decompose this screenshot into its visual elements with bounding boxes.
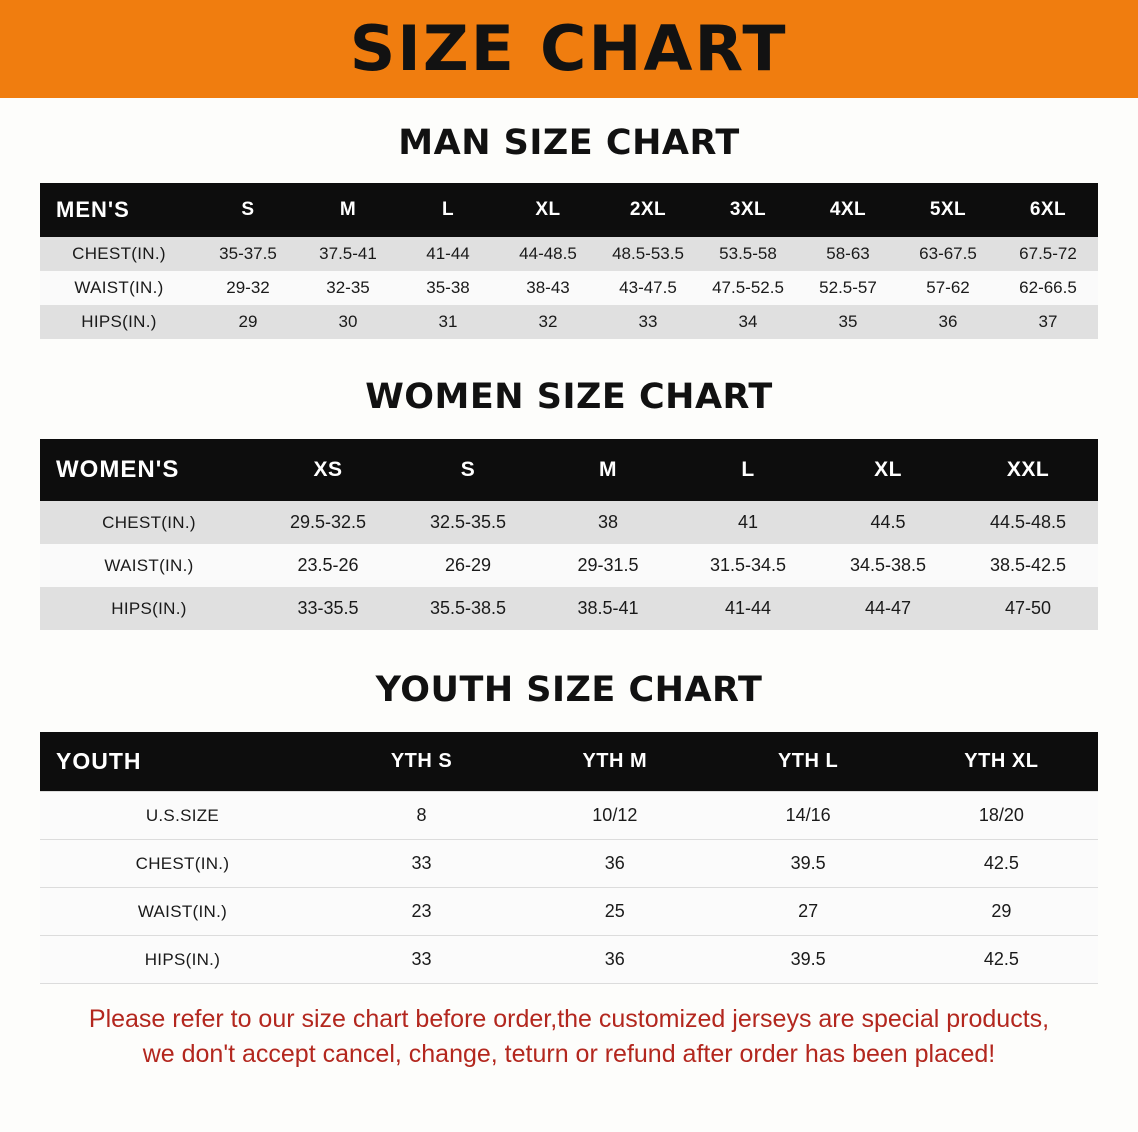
men-row-1-cell-1: 32-35: [298, 271, 398, 305]
table-row: [40, 587, 1098, 630]
table-row: [40, 936, 1098, 984]
disclaimer-line-2: we don't accept cancel, change, teturn or refund after order has been placed!: [142, 1039, 996, 1068]
women-size-table: [40, 439, 1098, 630]
men-header-cell-1: S: [198, 183, 298, 237]
youth-row-1-cell-3: 42.5: [905, 840, 1098, 888]
women-row-1-cell-5: 38.5-42.5: [958, 544, 1098, 587]
table-row: [40, 305, 1098, 339]
men-header-cell-2: M: [298, 183, 398, 237]
women-header-cell-5: XL: [818, 439, 958, 501]
men-row-2-cell-2: 31: [398, 305, 498, 339]
women-row-2-cell-3: 41-44: [678, 587, 818, 630]
table-row: [40, 501, 1098, 544]
men-header-cell-0: MEN'S: [40, 183, 198, 237]
men-row-1-cell-5: 47.5-52.5: [698, 271, 798, 305]
women-row-2-cell-5: 47-50: [958, 587, 1098, 630]
men-row-2-cell-6: 35: [798, 305, 898, 339]
men-row-0-cell-6: 58-63: [798, 237, 898, 271]
youth-header-cell-0: YOUTH: [40, 732, 325, 792]
youth-row-1-label: CHEST(IN.): [40, 840, 325, 888]
youth-section-title: YOUTH SIZE CHART: [375, 670, 763, 710]
women-row-1-cell-1: 26-29: [398, 544, 538, 587]
women-row-1-cell-2: 29-31.5: [538, 544, 678, 587]
youth-header-cell-1: YTH S: [325, 732, 518, 792]
youth-row-3-cell-1: 36: [518, 936, 711, 984]
men-row-1-cell-0: 29-32: [198, 271, 298, 305]
women-header-cell-1: XS: [258, 439, 398, 501]
men-row-2-cell-5: 34: [698, 305, 798, 339]
women-row-1-cell-0: 23.5-26: [258, 544, 398, 587]
men-row-2-cell-7: 36: [898, 305, 998, 339]
women-header-cell-2: S: [398, 439, 538, 501]
man-section-title: MAN SIZE CHART: [398, 123, 740, 163]
table-row: [40, 792, 1098, 840]
youth-row-1-cell-1: 36: [518, 840, 711, 888]
men-size-table: [40, 183, 1098, 339]
table-row: [40, 237, 1098, 271]
banner: [0, 0, 1138, 98]
men-row-0-cell-1: 37.5-41: [298, 237, 398, 271]
men-table-wrapper: [0, 183, 1138, 339]
women-row-0-label: CHEST(IN.): [40, 501, 258, 544]
youth-header-cell-3: YTH L: [711, 732, 904, 792]
men-row-0-cell-7: 63-67.5: [898, 237, 998, 271]
men-header-cell-4: XL: [498, 183, 598, 237]
men-row-0-cell-2: 41-44: [398, 237, 498, 271]
men-row-0-cell-3: 44-48.5: [498, 237, 598, 271]
women-row-1-cell-4: 34.5-38.5: [818, 544, 958, 587]
youth-row-2-label: WAIST(IN.): [40, 888, 325, 936]
youth-row-2-cell-3: 29: [905, 888, 1098, 936]
women-header-cell-3: M: [538, 439, 678, 501]
youth-row-0-cell-3: 18/20: [905, 792, 1098, 840]
men-row-2-cell-4: 33: [598, 305, 698, 339]
women-row-2-cell-4: 44-47: [818, 587, 958, 630]
youth-row-0-cell-2: 14/16: [711, 792, 904, 840]
youth-table-wrapper: [0, 732, 1138, 984]
men-header-cell-9: 6XL: [998, 183, 1098, 237]
men-row-0-cell-8: 67.5-72: [998, 237, 1098, 271]
women-header-cell-0: WOMEN'S: [40, 439, 258, 501]
youth-row-1-cell-2: 39.5: [711, 840, 904, 888]
women-row-0-cell-3: 41: [678, 501, 818, 544]
men-header-cell-6: 3XL: [698, 183, 798, 237]
banner-title: SIZE CHART: [350, 12, 788, 85]
table-row: [40, 271, 1098, 305]
youth-row-3-cell-0: 33: [325, 936, 518, 984]
men-row-2-cell-3: 32: [498, 305, 598, 339]
women-section-title: WOMEN SIZE CHART: [365, 377, 773, 417]
women-header-cell-4: L: [678, 439, 818, 501]
disclaimer-line-1: Please refer to our size chart before order,the customized jerseys are special products,: [88, 1005, 1050, 1033]
women-header-cell-6: XXL: [958, 439, 1098, 501]
youth-size-table: [40, 732, 1098, 984]
women-row-2-label: HIPS(IN.): [40, 587, 258, 630]
men-row-1-cell-6: 52.5-57: [798, 271, 898, 305]
youth-row-2-cell-1: 25: [518, 888, 711, 936]
disclaimer-note: [0, 984, 1138, 1071]
men-header-cell-5: 2XL: [598, 183, 698, 237]
table-row: [40, 544, 1098, 587]
youth-row-0-cell-0: 8: [325, 792, 518, 840]
men-row-2-label: HIPS(IN.): [40, 305, 198, 339]
men-row-2-cell-1: 30: [298, 305, 398, 339]
men-row-0-label: CHEST(IN.): [40, 237, 198, 271]
women-row-0-cell-1: 32.5-35.5: [398, 501, 538, 544]
table-row: [40, 888, 1098, 936]
men-row-1-cell-8: 62-66.5: [998, 271, 1098, 305]
women-table-header-row: [40, 439, 1098, 501]
men-header-cell-8: 5XL: [898, 183, 998, 237]
women-table-wrapper: [0, 439, 1138, 630]
youth-row-3-cell-3: 42.5: [905, 936, 1098, 984]
men-row-1-cell-2: 35-38: [398, 271, 498, 305]
youth-row-1-cell-0: 33: [325, 840, 518, 888]
men-row-1-cell-4: 43-47.5: [598, 271, 698, 305]
women-row-2-cell-1: 35.5-38.5: [398, 587, 538, 630]
youth-row-0-label: U.S.SIZE: [40, 792, 325, 840]
men-table-header-row: [40, 183, 1098, 237]
table-row: [40, 840, 1098, 888]
men-row-1-cell-7: 57-62: [898, 271, 998, 305]
men-row-0-cell-0: 35-37.5: [198, 237, 298, 271]
men-header-cell-7: 4XL: [798, 183, 898, 237]
men-row-1-label: WAIST(IN.): [40, 271, 198, 305]
men-row-0-cell-5: 53.5-58: [698, 237, 798, 271]
men-row-1-cell-3: 38-43: [498, 271, 598, 305]
women-row-0-cell-0: 29.5-32.5: [258, 501, 398, 544]
youth-row-3-cell-2: 39.5: [711, 936, 904, 984]
youth-header-cell-4: YTH XL: [905, 732, 1098, 792]
women-row-1-cell-3: 31.5-34.5: [678, 544, 818, 587]
youth-header-cell-2: YTH M: [518, 732, 711, 792]
women-row-2-cell-0: 33-35.5: [258, 587, 398, 630]
men-row-2-cell-0: 29: [198, 305, 298, 339]
men-header-cell-3: L: [398, 183, 498, 237]
youth-row-2-cell-0: 23: [325, 888, 518, 936]
youth-row-3-label: HIPS(IN.): [40, 936, 325, 984]
women-row-0-cell-2: 38: [538, 501, 678, 544]
women-row-0-cell-4: 44.5: [818, 501, 958, 544]
men-row-0-cell-4: 48.5-53.5: [598, 237, 698, 271]
women-row-1-label: WAIST(IN.): [40, 544, 258, 587]
youth-row-0-cell-1: 10/12: [518, 792, 711, 840]
women-row-2-cell-2: 38.5-41: [538, 587, 678, 630]
youth-row-2-cell-2: 27: [711, 888, 904, 936]
men-row-2-cell-8: 37: [998, 305, 1098, 339]
youth-table-header-row: [40, 732, 1098, 792]
women-row-0-cell-5: 44.5-48.5: [958, 501, 1098, 544]
